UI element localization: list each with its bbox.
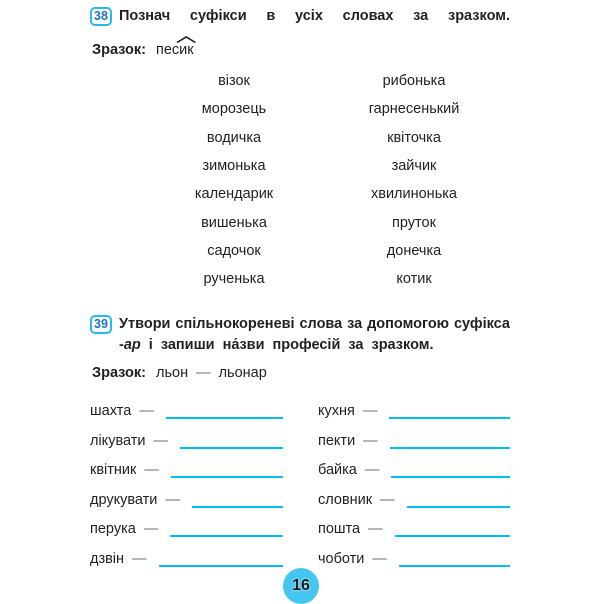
word-item: пруток xyxy=(392,214,436,231)
sample-result-word: льонар xyxy=(218,365,267,382)
exercise-38-number-badge: 38 xyxy=(90,7,112,26)
em-dash: — xyxy=(372,550,387,567)
word-item: морозець xyxy=(201,101,267,118)
answer-blank-line xyxy=(166,405,283,419)
word-item: рученька xyxy=(203,271,265,288)
sample-label: Зразок: xyxy=(92,42,146,58)
source-word: чоботи xyxy=(318,550,365,567)
source-word: квітник xyxy=(90,462,137,479)
sample-word-base: пес xyxy=(155,42,180,58)
sample-word-suffix: ик xyxy=(179,42,193,58)
fill-row xyxy=(90,482,283,512)
fill-row xyxy=(318,393,510,423)
page-number-badge: 16 xyxy=(283,568,319,604)
source-word: кухня xyxy=(318,402,355,419)
em-dash: — xyxy=(362,402,378,419)
word-item: календарик xyxy=(194,186,274,203)
source-word: дзвін xyxy=(90,550,125,567)
exercise-38-header xyxy=(90,6,510,27)
exercise-39-number-badge: 39 xyxy=(90,315,112,334)
word-item: котик xyxy=(396,271,432,288)
answer-blank-line xyxy=(192,494,283,508)
word-item: зайчик xyxy=(391,158,437,175)
em-dash: — xyxy=(139,402,154,419)
word-item: зимонька xyxy=(202,158,266,175)
sample-base-word: льон xyxy=(155,365,189,382)
answer-blank-line xyxy=(159,553,283,567)
word-item: гарнесенький xyxy=(368,101,460,118)
answer-blank-line xyxy=(399,553,510,567)
fill-row xyxy=(90,541,283,571)
exercise-38 xyxy=(90,6,510,293)
answer-blank-line xyxy=(170,523,283,537)
exercise-39-instruction xyxy=(119,314,510,356)
source-word: байка xyxy=(318,462,357,479)
word-item: вишенька xyxy=(201,214,267,231)
em-dash: — xyxy=(196,365,211,382)
exercise-39-header xyxy=(90,314,510,356)
em-dash: — xyxy=(364,462,380,479)
fill-column-left xyxy=(90,393,283,571)
fill-row xyxy=(318,541,510,571)
source-word: словник xyxy=(318,491,373,508)
word-item: рибонька xyxy=(382,73,446,90)
em-dash: — xyxy=(380,491,395,508)
em-dash: — xyxy=(153,432,168,449)
exercise-39-sample xyxy=(92,365,510,381)
answer-blank-line xyxy=(390,435,510,449)
fill-row xyxy=(318,453,510,483)
fill-row xyxy=(318,512,510,542)
exercise-38-instruction xyxy=(119,6,510,27)
em-dash: — xyxy=(144,462,159,479)
source-word: пошта xyxy=(318,521,361,538)
answer-blank-line xyxy=(171,464,283,478)
word-item: садочок xyxy=(207,242,261,259)
em-dash: — xyxy=(165,491,180,508)
suffix-ar: -ар xyxy=(119,337,141,354)
em-dash: — xyxy=(143,521,159,538)
source-word: шахта xyxy=(90,402,132,419)
fill-row xyxy=(90,423,283,453)
word-item: хвилинонька xyxy=(371,186,457,203)
word-item: донечка xyxy=(386,242,442,259)
em-dash: — xyxy=(363,432,378,449)
word-item: квіточка xyxy=(387,129,441,146)
word-item: візок xyxy=(218,73,250,90)
exercise-39-fill-grid xyxy=(90,393,510,571)
instruction-line-2: -ар і запиши на́зви професій за зразком. xyxy=(119,337,434,354)
fill-row xyxy=(318,482,510,512)
exercise-38-sample xyxy=(92,42,510,58)
source-word: друкувати xyxy=(90,491,158,508)
exercise-39 xyxy=(90,314,510,571)
word-item: водичка xyxy=(206,129,262,146)
source-word: перука xyxy=(90,521,136,538)
fill-column-right xyxy=(318,393,510,571)
instruction-line-1: Утвори спільнокореневі слова за допомогою суфікса xyxy=(119,316,510,333)
exercise-38-word-grid xyxy=(144,67,510,293)
fill-row xyxy=(90,512,283,542)
answer-blank-line xyxy=(391,464,510,478)
sample-label: Зразок: xyxy=(92,365,146,382)
fill-row xyxy=(318,423,510,453)
em-dash: — xyxy=(368,521,383,538)
answer-blank-line xyxy=(407,494,510,508)
em-dash: — xyxy=(132,550,147,567)
fill-row xyxy=(90,393,283,423)
answer-blank-line xyxy=(389,405,510,419)
instruction-text: Познач суфікси в усіх словах за зразком. xyxy=(119,8,510,24)
answer-blank-line xyxy=(180,435,283,449)
fill-row xyxy=(90,453,283,483)
word-column-left xyxy=(144,67,324,293)
suffix-roof-icon xyxy=(176,36,196,43)
answer-blank-line xyxy=(395,523,510,537)
source-word: лікувати xyxy=(90,432,146,449)
source-word: пекти xyxy=(318,432,356,449)
word-column-right xyxy=(324,67,504,293)
